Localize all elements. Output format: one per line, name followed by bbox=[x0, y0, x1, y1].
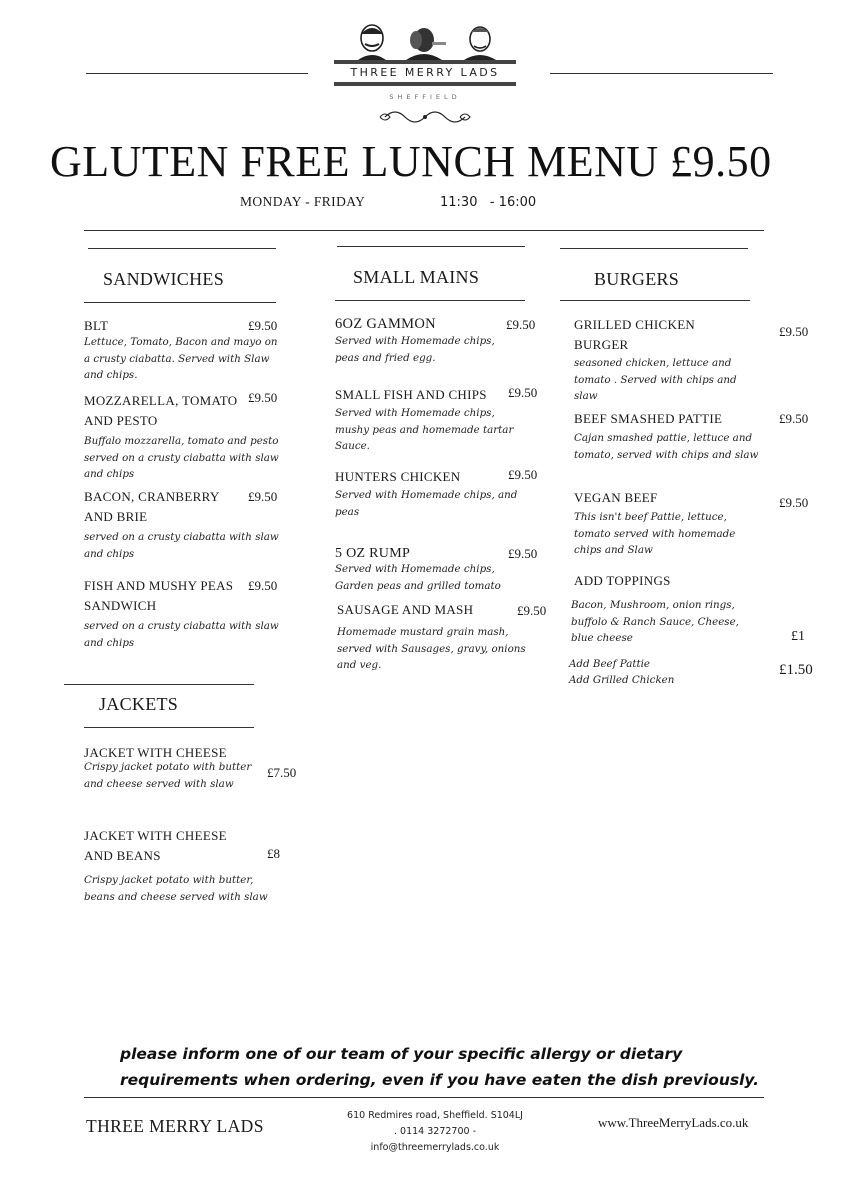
item-price: £9.50 bbox=[248, 489, 278, 504]
item-name: SMALL FISH AND CHIPS bbox=[335, 387, 487, 402]
item-name: JACKET WITH CHEESE AND BEANS bbox=[84, 828, 227, 863]
item-name: GRILLED CHICKEN BURGER bbox=[574, 317, 696, 352]
logo-text: THREE MERRY LADS bbox=[350, 66, 500, 79]
footer-brand-name: THREE MERRY LADS bbox=[86, 1116, 264, 1136]
item-name: JACKET WITH CHEESE bbox=[84, 745, 227, 760]
menu-item bbox=[335, 314, 545, 366]
item-price: £9.50 bbox=[779, 495, 809, 510]
menu-item bbox=[84, 487, 284, 562]
menu-item bbox=[84, 576, 284, 651]
item-price: £9.50 bbox=[506, 317, 536, 332]
jackets-rule-top bbox=[64, 684, 254, 685]
section-title-sandwiches: SANDWICHES bbox=[103, 269, 225, 289]
section-title-jackets: JACKETS bbox=[99, 694, 179, 714]
footer-phone: . 0114 3272700 - bbox=[394, 1126, 476, 1137]
item-price: £9.50 bbox=[248, 318, 278, 333]
item-desc: Cajan smashed pattie, lettuce and tomato, served with chips and slaw bbox=[574, 432, 759, 461]
section-title-burgers: BURGERS bbox=[594, 269, 680, 289]
menu-item bbox=[335, 385, 545, 455]
menu-item bbox=[574, 488, 814, 559]
item-price: £9.50 bbox=[779, 411, 809, 426]
ornament-flourish-icon bbox=[375, 107, 475, 127]
menu-item bbox=[84, 826, 304, 905]
item-desc: Served with Homemade chips, mushy peas and homemade tartar Sauce. bbox=[335, 407, 514, 452]
toppings-extra-chicken: Add Grilled Chicken bbox=[569, 674, 675, 686]
item-name: SAUSAGE AND MASH bbox=[337, 602, 474, 617]
item-desc: served on a crusty ciabatta with slaw and chips bbox=[84, 531, 279, 560]
toppings-extra: Add Beef Pattie bbox=[569, 658, 650, 670]
item-name: BACON, CRANBERRY AND BRIE bbox=[84, 489, 220, 524]
item-name: BEEF SMASHED PATTIE bbox=[574, 411, 723, 426]
item-name: BLT bbox=[84, 318, 109, 333]
three-heads-illustration-icon bbox=[334, 20, 516, 60]
item-price: £9.50 bbox=[779, 324, 809, 339]
item-desc: Crispy jacket potato with butter, beans and cheese served with slaw bbox=[84, 874, 268, 903]
menu-item bbox=[574, 315, 814, 405]
small-mains-rule-top bbox=[337, 246, 525, 247]
item-name: VEGAN BEEF bbox=[574, 490, 658, 505]
toppings-price: £1 bbox=[791, 629, 805, 644]
item-desc: Served with Homemade chips, peas and fried egg. bbox=[335, 335, 495, 364]
item-price: £9.50 bbox=[248, 578, 278, 593]
menu-item bbox=[335, 467, 545, 520]
item-name: MOZZARELLA, TOMATO AND PESTO bbox=[84, 393, 238, 428]
item-price: £7.50 bbox=[267, 765, 297, 780]
logo-subtext: SHEFFIELD bbox=[389, 93, 461, 101]
logo-bottom-bar bbox=[334, 82, 516, 86]
jackets-rule-bottom bbox=[84, 727, 254, 728]
item-price: £8 bbox=[267, 846, 280, 861]
item-name: HUNTERS CHICKEN bbox=[335, 469, 461, 484]
header-rule-right bbox=[550, 73, 773, 74]
menu-item bbox=[84, 316, 284, 384]
item-name: 5 OZ RUMP bbox=[335, 546, 411, 561]
footer-website-link[interactable]: www.ThreeMerryLads.co.uk bbox=[598, 1115, 749, 1130]
brand-logo bbox=[334, 20, 516, 130]
item-price: £9.50 bbox=[508, 467, 538, 482]
toppings-desc: Bacon, Mushroom, onion rings, buffolo & Ranch Sauce, Cheese, blue cheese bbox=[571, 599, 739, 644]
footer-rule bbox=[84, 1097, 764, 1098]
menu-item bbox=[335, 544, 545, 594]
item-price: £9.50 bbox=[508, 385, 538, 400]
footer-contact bbox=[330, 1108, 540, 1156]
allergy-notice: please inform one of our team of your specific allergy or dietary requirements when ordering, even if you have eaten the dish previously. bbox=[120, 1045, 759, 1089]
item-desc: served on a crusty ciabatta with slaw and chips bbox=[84, 620, 279, 649]
item-desc: Served with Homemade chips, Garden peas and grilled tomato bbox=[335, 563, 501, 592]
item-price: £9.50 bbox=[517, 603, 547, 618]
item-desc: seasoned chicken, lettuce and tomato . Served with chips and slaw bbox=[574, 357, 737, 402]
toppings-title: ADD TOPPINGS bbox=[574, 573, 671, 588]
menu-item bbox=[84, 391, 284, 483]
section-title-small-mains: SMALL MAINS bbox=[353, 267, 480, 287]
burgers-rule-bottom bbox=[560, 300, 750, 301]
page-title: GLUTEN FREE LUNCH MENU £9.50 bbox=[50, 137, 772, 186]
footer-email[interactable]: info@threemerrylads.co.uk bbox=[370, 1142, 500, 1153]
menu-item bbox=[337, 600, 557, 674]
item-desc: Served with Homemade chips, and peas bbox=[335, 489, 518, 518]
sandwiches-rule-bottom bbox=[84, 302, 276, 303]
item-price: £9.50 bbox=[508, 546, 538, 561]
footer-address: 610 Redmires road, Sheffield. S104LJ bbox=[347, 1110, 523, 1121]
item-desc: Buffalo mozzarella, tomato and pesto served on a crusty ciabatta with slaw and chips bbox=[84, 435, 279, 480]
hours-label: 11:30 - 16:00 bbox=[440, 195, 537, 210]
item-desc: Lettuce, Tomato, Bacon and mayo on a crusty ciabatta. Served with Slaw and chips. bbox=[84, 336, 278, 381]
item-name: 6OZ GAMMON bbox=[335, 316, 436, 332]
item-desc: Homemade mustard grain mash, served with Sausages, gravy, onions and veg. bbox=[337, 626, 526, 671]
days-label: MONDAY - FRIDAY bbox=[240, 194, 366, 209]
toppings-extra-price: £1.50 bbox=[779, 662, 813, 678]
burgers-rule-top bbox=[560, 248, 748, 249]
small-mains-rule-bottom bbox=[335, 300, 525, 301]
title-rule bbox=[84, 230, 764, 231]
item-price: £9.50 bbox=[248, 390, 278, 405]
logo-top-bar bbox=[334, 60, 516, 64]
item-desc: Crispy jacket potato with butter and cheese served with slaw bbox=[84, 761, 252, 790]
item-name: FISH AND MUSHY PEAS SANDWICH bbox=[84, 578, 234, 613]
menu-item bbox=[574, 409, 814, 463]
sandwiches-rule-top bbox=[88, 248, 276, 249]
header-rule-left bbox=[86, 73, 308, 74]
item-desc: This isn't beef Pattie, lettuce, tomato served with homemade chips and Slaw bbox=[574, 511, 736, 556]
menu-item bbox=[84, 743, 304, 792]
